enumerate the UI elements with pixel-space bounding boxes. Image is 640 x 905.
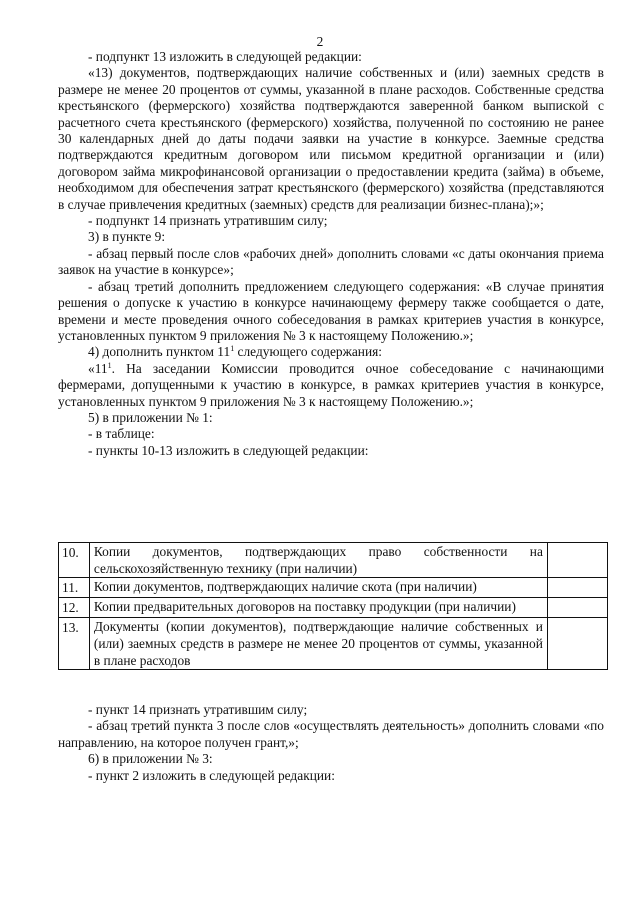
empty-cell (547, 598, 607, 618)
table-row (59, 618, 608, 670)
paragraph: - абзац третий дополнить предложением следующего содержания: «В случае принятия решения о допуске к участию в конкурсе начинающему фермеру также сообщается о дате, времени и месте проведения очного собеседования в рамках критериев участия в конкурсе, установленных пунктом 9 приложения № 3 к настоящему Положению.»; (58, 278, 604, 343)
superscript: 1 (230, 344, 235, 354)
row-text: Копии документов, подтверждающих право собственности на сельскохозяйственную технику (при наличии) (89, 543, 547, 578)
table-row (59, 543, 608, 578)
document-body-continued (58, 702, 604, 784)
item11-text: . На заседании Комиссии проводится очное собеседование с начинающими фермерами, допущенными к участию в конкурсе, в рамках критериев участия в конкурсе, установленных пунктом 9 приложения № 3 к настоящему Положению.»; (58, 360, 604, 409)
row-number: 10. (59, 543, 90, 578)
document-body (58, 49, 604, 459)
paragraph: - абзац третий пункта 3 после слов «осуществлять деятельность» дополнить словами «по направлению, на которое получен грант,»; (58, 718, 604, 750)
paragraph: - абзац первый после слов «рабочих дней» дополнить словами «с даты окончания приема заявок на участие в конкурсе»; (58, 245, 604, 278)
item4-text: следующего содержания: (234, 344, 383, 360)
item4-text: 4) дополнить пунктом 11 (88, 344, 231, 360)
item11-text: «11 (88, 360, 108, 376)
documents-table (58, 542, 608, 670)
paragraph: 6) в приложении № 3: (88, 751, 213, 767)
row-text: Копии документов, подтверждающих наличие скота (при наличии) (89, 578, 547, 598)
row-number: 13. (59, 618, 90, 670)
paragraph: 3) в пункте 9: (88, 229, 166, 245)
paragraph: 5) в приложении № 1: (88, 409, 213, 425)
row-text: Документы (копии документов), подтверждающие наличие собственных и (или) заемных средств в размере не менее 20 процентов от суммы, указанной в плане расходов (89, 618, 547, 670)
empty-cell (547, 618, 607, 670)
table-row (59, 598, 608, 618)
row-text: Копии предварительных договоров на поставку продукции (при наличии) (89, 598, 547, 618)
paragraph: - пункт 14 признать утратившим силу; (88, 702, 308, 717)
paragraph: - пункты 10-13 изложить в следующей редакции: (88, 442, 369, 458)
page-number: 2 (316, 34, 324, 49)
paragraph: «13) документов, подтверждающих наличие собственных и (или) заемных средств в размере не менее 20 процентов от суммы, указанной в плане расходов. Собственные средства крестьянского (фермерского) хозяйства подтверждаются заверенной банком выпиской с расчетного счета крестьянского (фермерского) хозяйства, полученной по состоянию не ранее 30 календарных дней до даты подачи заявки на участие в конкурсе. Заемные средства подтверждаются кредитным договором или письмом кредитной организации и (или) договором займа микрофинансовой организации о предоставлении кредита (займа) в объеме, необходимом для обеспечения затрат крестьянского (фермерского) хозяйства (представляются в случае привлечения кредитных (заемных) средств для реализации бизнес-плана);»; (58, 65, 604, 212)
row-number: 12. (59, 598, 90, 618)
superscript: 1 (107, 360, 112, 370)
empty-cell (547, 578, 607, 598)
paragraph: - подпункт 14 признать утратившим силу; (88, 213, 328, 229)
empty-cell (547, 543, 607, 578)
row-number: 11. (59, 578, 90, 598)
table-row (59, 578, 608, 598)
paragraph: - в таблице: (88, 426, 155, 442)
paragraph: - подпункт 13 изложить в следующей редакции: (88, 49, 362, 64)
paragraph-item-4 (58, 344, 604, 360)
paragraph: - пункт 2 изложить в следующей редакции: (88, 767, 335, 783)
paragraph-item-11-1 (58, 361, 604, 410)
